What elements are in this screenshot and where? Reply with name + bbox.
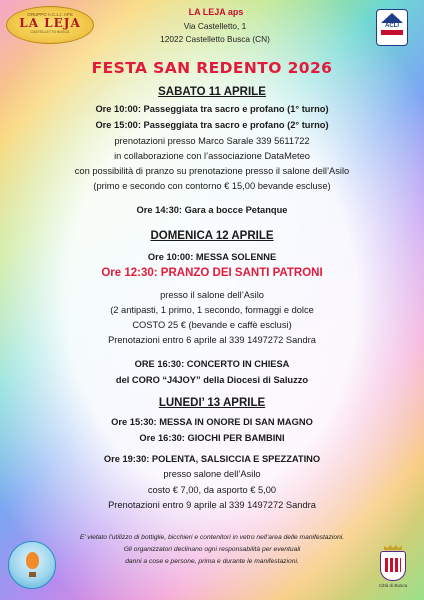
sunday-line-2: Ore 12:30: PRANZO DEI SANTI PATRONI bbox=[101, 267, 323, 279]
footer-line-3: danni a cose e persone, prima e durante le manifestazioni. bbox=[125, 558, 299, 565]
logo-bottom-text: CASTELLETTO BUSCA bbox=[30, 30, 70, 34]
logo-name: LA LEJA bbox=[19, 16, 81, 30]
saturday-line-3: prenotazioni presso Marco Sarale 339 5611722 bbox=[114, 136, 310, 146]
sunday-line-5: COSTO 25 € (bevande e caffè esclusi) bbox=[132, 320, 292, 330]
sunday-line-1: Ore 10:00: MESSA SOLENNE bbox=[147, 252, 277, 262]
monday-line-1: Ore 15:30: MESSA IN ONORE DI SAN MAGNO bbox=[111, 417, 313, 427]
sunday-line-8: del CORO “J4JOY” della Diocesi di Saluzzo bbox=[115, 375, 309, 385]
monday-line-2: Ore 16:30: GIOCHI PER BAMBINI bbox=[139, 433, 285, 443]
sunday-heading: DOMENICA 12 APRILE bbox=[150, 230, 274, 242]
footer-line-2: Gli organizzatori declinano ogni responsabilità per eventuali bbox=[123, 546, 301, 553]
monday-line-4: presso salone dell’Asilo bbox=[163, 469, 261, 479]
saturday-line-5: con possibilità di pranzo su prenotazione presso il salone dell’Asilo bbox=[74, 166, 350, 176]
org-name: LA LEJA aps bbox=[188, 7, 244, 17]
busca-crest-icon bbox=[376, 545, 410, 591]
la-leja-logo bbox=[6, 6, 94, 44]
saturday-line-1: Ore 10:00: Passeggiata tra sacro e profano (1° turno) bbox=[95, 104, 329, 114]
acli-logo bbox=[376, 9, 408, 46]
saturday-line-6: (primo e secondo con contorno € 15,00 bevande escluse) bbox=[93, 181, 331, 191]
monday-heading: LUNEDI’ 13 APRILE bbox=[158, 397, 266, 409]
saturday-line-4: in collaborazione con l’associazione DataMeteo bbox=[114, 151, 310, 161]
saturday-line-7: Ore 14:30: Gara a bocce Petanque bbox=[136, 205, 288, 215]
sunday-line-3: presso il salone dell’Asilo bbox=[160, 290, 264, 300]
sunday-line-4: (2 antipasti, 1 primo, 1 secondo, formaggi e dolce bbox=[110, 305, 314, 315]
footer-line-1: E’ vietato l’utilizzo di bottiglie, bicchieri e contenitori in vetro nell’area delle manifestazioni. bbox=[79, 534, 345, 541]
org-address: Via Castelletto, 1 bbox=[183, 21, 247, 31]
page-title: FESTA SAN REDENTO 2026 bbox=[91, 59, 333, 77]
crest-label: Città di Busca bbox=[378, 583, 408, 588]
balloon-badge-icon bbox=[8, 541, 56, 589]
saturday-heading: SABATO 11 APRILE bbox=[158, 86, 266, 98]
org-city: 12022 Castelletto Busca (CN) bbox=[160, 34, 270, 44]
acli-logo-text: ACLI bbox=[385, 23, 399, 29]
logo-top-text: GRUPPO A.C.L.I. APS bbox=[27, 12, 73, 17]
monday-line-5: costo € 7,00, da asporto € 5,00 bbox=[147, 485, 277, 495]
sunday-line-6: Prenotazioni entro 6 aprile al 339 1497272 Sandra bbox=[108, 335, 316, 345]
sunday-line-7: ORE 16:30: CONCERTO IN CHIESA bbox=[134, 359, 290, 369]
monday-line-3: Ore 19:30: POLENTA, SALSICCIA E SPEZZATINO bbox=[103, 454, 321, 464]
monday-line-6: Prenotazioni entro 9 aprile al 339 1497272 Sandra bbox=[108, 500, 316, 510]
saturday-line-2: Ore 15:00: Passeggiata tra sacro e profano (2° turno) bbox=[95, 120, 329, 130]
